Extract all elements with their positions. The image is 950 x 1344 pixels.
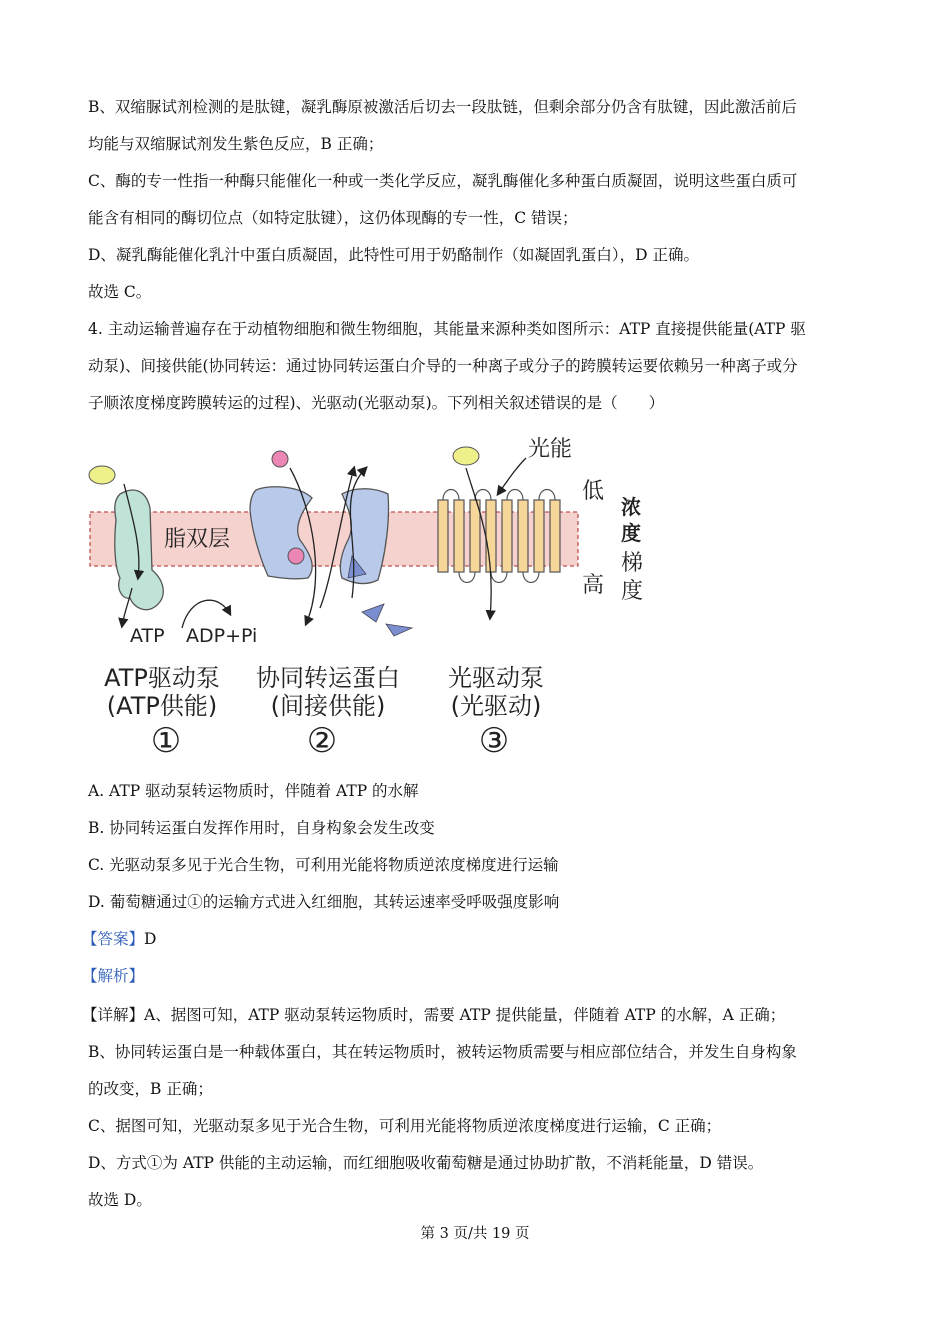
adp-label: ADP+Pi xyxy=(186,625,258,647)
detail-text: A、据图可知，ATP 驱动泵转运物质时，需要 ATP 提供能量，伴随着 ATP 的水解，A 正确； xyxy=(144,1006,786,1024)
detail-line xyxy=(82,1004,785,1026)
question-4-stem: 4. 主动运输普遍存在于动植物细胞和微生物细胞，其能量来源种类如图所示：ATP 直接提供能量(ATP 驱 xyxy=(88,320,806,338)
pump3-sub: (光驱动) xyxy=(450,692,542,720)
triangle-molecule xyxy=(386,624,412,636)
light-energy-label: 光能 xyxy=(528,437,573,462)
pump2-sub: (间接供能) xyxy=(270,692,386,720)
pump2-name: 协同转运蛋白 xyxy=(256,664,400,692)
explain-line: D、方式①为 ATP 供能的主动运输，而红细胞吸收葡萄糖是通过协助扩散，不消耗能量，D 错误。 xyxy=(88,1154,764,1172)
triangle-molecule xyxy=(362,604,384,622)
pump1-number: ① xyxy=(150,721,182,761)
text-line: B、双缩脲试剂检测的是肽键，凝乳酶原被激活后切去一段肽链，但剩余部分仍含有肽键，因此激活前后 xyxy=(88,98,797,116)
transport-figure xyxy=(86,428,666,768)
question-4-stem: 子顺浓度梯度跨膜转运的过程)、光驱动(光驱动泵)。下列相关叙述错误的是（ ） xyxy=(88,394,665,412)
answer-tag: 【答案】 xyxy=(82,930,145,948)
pump2-number: ② xyxy=(306,721,338,761)
gradient-label-4: 度 xyxy=(621,579,644,604)
yellow-molecule xyxy=(453,447,479,465)
gradient-label-2: 度 xyxy=(621,521,641,545)
page-footer: 第 3 页/共 19 页 xyxy=(420,1226,530,1242)
pump3-name: 光驱动泵 xyxy=(448,664,544,692)
text-line: 均能与双缩脲试剂发生紫色反应，B 正确； xyxy=(88,135,384,153)
answer-line xyxy=(82,928,156,950)
detail-tag: 【详解】 xyxy=(82,1006,145,1024)
pink-molecule xyxy=(272,451,288,467)
explain-line: C、据图可知，光驱动泵多见于光合生物，可利用光能将物质逆浓度梯度进行运输，C 正确； xyxy=(88,1117,722,1135)
yellow-molecule xyxy=(89,466,115,484)
atp-label: ATP xyxy=(130,625,165,647)
pump1-sub: (ATP供能) xyxy=(106,692,218,720)
low-label: 低 xyxy=(582,479,605,504)
option-b: B. 协同转运蛋白发挥作用时，自身构象会发生改变 xyxy=(88,819,435,837)
text-line: 故选 C。 xyxy=(88,283,152,301)
text-line: 能含有相同的酶切位点（如特定肽键），这仍体现酶的专一性，C 错误； xyxy=(88,209,578,227)
option-d: D. 葡萄糖通过①的运输方式进入红细胞，其转运速率受呼吸强度影响 xyxy=(88,893,560,911)
option-a: A. ATP 驱动泵转运物质时，伴随着 ATP 的水解 xyxy=(88,782,419,800)
text-line: C、酶的专一性指一种酶只能催化一种或一类化学反应，凝乳酶催化多种蛋白质凝固，说明这些蛋白质可 xyxy=(88,172,798,190)
answer-value: D xyxy=(144,930,157,948)
pink-molecule xyxy=(288,548,304,564)
question-4-stem: 动泵)、间接供能(协同转运：通过协同转运蛋白介导的一种离子或分子的跨膜转运要依赖另一种离子或分 xyxy=(88,357,798,375)
gradient-label-1: 浓 xyxy=(621,495,641,519)
high-label: 高 xyxy=(582,573,605,598)
analysis-tag: 【解析】 xyxy=(82,967,145,985)
analysis-line xyxy=(82,965,144,987)
pump3-number: ③ xyxy=(478,721,510,761)
explain-line: 的改变，B 正确； xyxy=(88,1080,213,1098)
gradient-label-3: 梯 xyxy=(621,551,644,576)
explain-line: 故选 D。 xyxy=(88,1191,152,1209)
pump1-name: ATP驱动泵 xyxy=(104,664,220,692)
explain-line: B、协同转运蛋白是一种载体蛋白，其在转运物质时，被转运物质需要与相应部位结合，并发生自身构象 xyxy=(88,1043,797,1061)
bilayer-label: 脂双层 xyxy=(164,527,231,552)
option-c: C. 光驱动泵多见于光合生物，可利用光能将物质逆浓度梯度进行运输 xyxy=(88,856,559,874)
text-line: D、凝乳酶能催化乳汁中蛋白质凝固，此特性可用于奶酪制作（如凝固乳蛋白），D 正确。 xyxy=(88,246,700,264)
